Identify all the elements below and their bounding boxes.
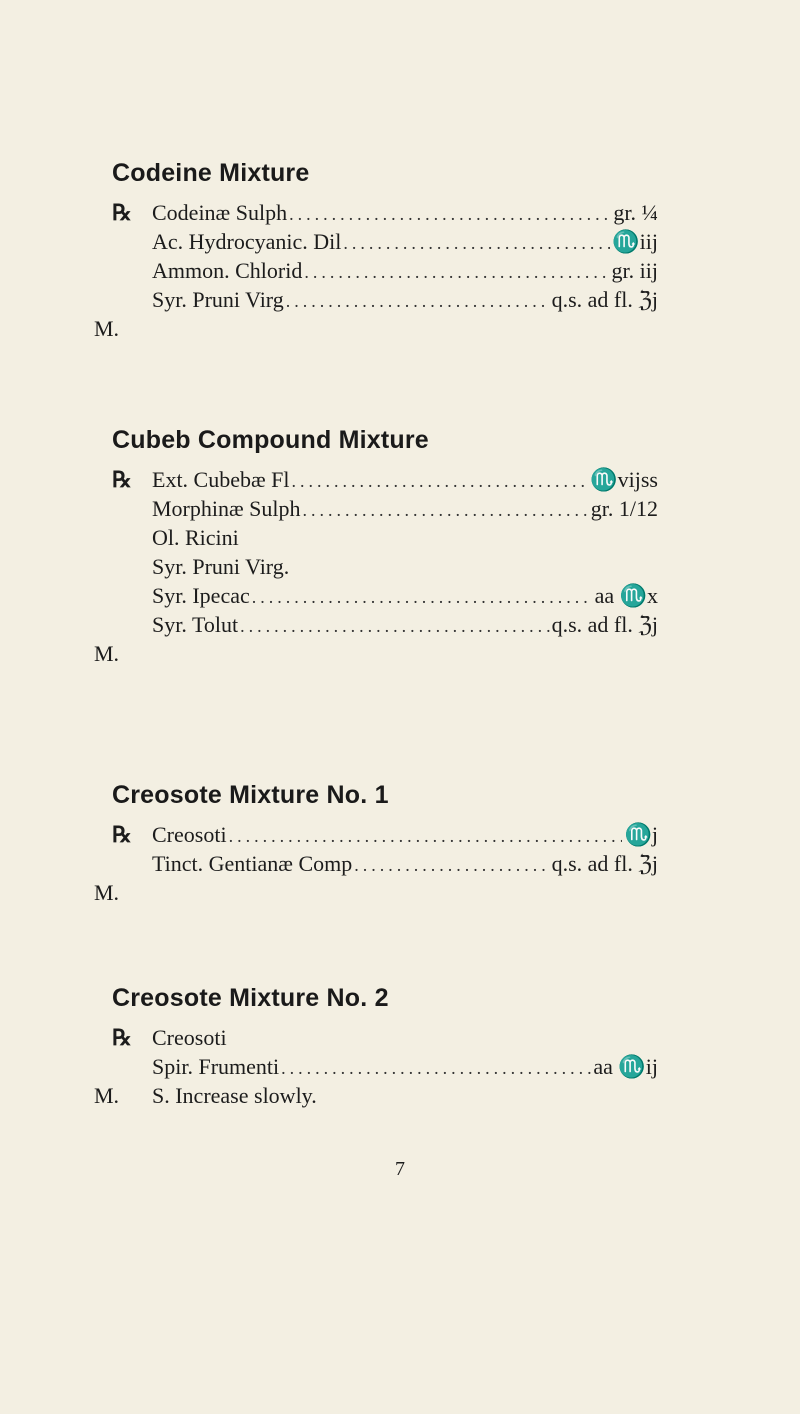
ingredient-name: Creosoti: [152, 1025, 227, 1050]
section-title: Creosote Mixture No. 1: [112, 781, 389, 809]
ingredient-name: Ol. Ricini: [152, 525, 239, 550]
misce-line: [94, 639, 658, 668]
ingredient-name: Ammon. Chlorid: [152, 258, 303, 283]
direction-text: S. Increase slowly.: [152, 1083, 317, 1108]
misce-label: M.: [94, 641, 120, 666]
page-number: 7: [395, 1158, 405, 1180]
ingredient-line: [112, 1023, 658, 1052]
ingredient-line: [112, 849, 658, 878]
ingredient-qty: gr. iij: [611, 258, 658, 283]
ingredient-name: Syr. Ipecac: [152, 583, 250, 608]
ingredient-line: [112, 1052, 658, 1081]
ingredient-qty: q.s. ad fl. ℨj: [551, 287, 658, 312]
ingredient-line: [112, 227, 658, 256]
misce-label: M.: [94, 316, 120, 341]
section-title: Creosote Mixture No. 2: [112, 984, 389, 1012]
ingredient-line: [112, 610, 658, 639]
ingredient-qty: ♏j: [624, 822, 658, 847]
ingredient-qty: ♏vijss: [590, 467, 658, 492]
ingredient-line: [112, 820, 658, 849]
ingredient-name: Spir. Frumenti: [152, 1054, 280, 1079]
ingredient-qty: aa ♏x: [594, 583, 658, 608]
rx-symbol: ℞: [112, 1025, 132, 1050]
ingredient-name: Syr. Pruni Virg: [152, 287, 284, 312]
rx-symbol: ℞: [112, 200, 132, 225]
section-title: Codeine Mixture: [112, 159, 310, 187]
ingredient-line: [112, 285, 658, 314]
ingredient-qty: aa ♏ij: [593, 1054, 658, 1079]
ingredient-qty: gr. ¼: [613, 200, 658, 225]
misce-label: M.: [94, 1083, 120, 1108]
ingredient-name: Ac. Hydrocyanic. Dil: [152, 229, 342, 254]
ingredient-line: [112, 256, 658, 285]
ingredient-name: Tinct. Gentianæ Comp: [152, 851, 353, 876]
ingredient-name: Syr. Tolut: [152, 612, 239, 637]
ingredient-qty: q.s. ad fl. ℨj: [551, 612, 658, 637]
ingredient-line: [112, 465, 658, 494]
section-title: Cubeb Compound Mixture: [112, 426, 429, 454]
ingredient-line: [112, 198, 658, 227]
ingredient-name: Morphinæ Sulph: [152, 496, 301, 521]
ingredient-line: [112, 494, 658, 523]
ingredient-name: Ext. Cubebæ Fl: [152, 467, 290, 492]
rx-symbol: ℞: [112, 822, 132, 847]
misce-line: [94, 878, 658, 907]
ingredient-qty: q.s. ad fl. ℨj: [551, 851, 658, 876]
misce-line: [94, 1081, 658, 1110]
ingredient-line: [112, 552, 658, 581]
ingredient-name: Creosoti: [152, 822, 227, 847]
misce-line: [94, 314, 658, 343]
section-creosote-mixture-1: [94, 780, 658, 907]
ingredient-name: Syr. Pruni Virg.: [152, 554, 290, 579]
ingredient-qty: gr. 1/12: [590, 496, 658, 521]
section-creosote-mixture-2: [94, 983, 658, 1110]
section-codeine-mixture: [94, 158, 658, 343]
ingredient-line: [112, 581, 658, 610]
section-cubeb-compound-mixture: [94, 425, 658, 668]
misce-label: M.: [94, 880, 120, 905]
rx-symbol: ℞: [112, 467, 132, 492]
ingredient-name: Codeinæ Sulph: [152, 200, 288, 225]
ingredient-line: [112, 523, 658, 552]
ingredient-qty: ♏iij: [612, 229, 658, 254]
